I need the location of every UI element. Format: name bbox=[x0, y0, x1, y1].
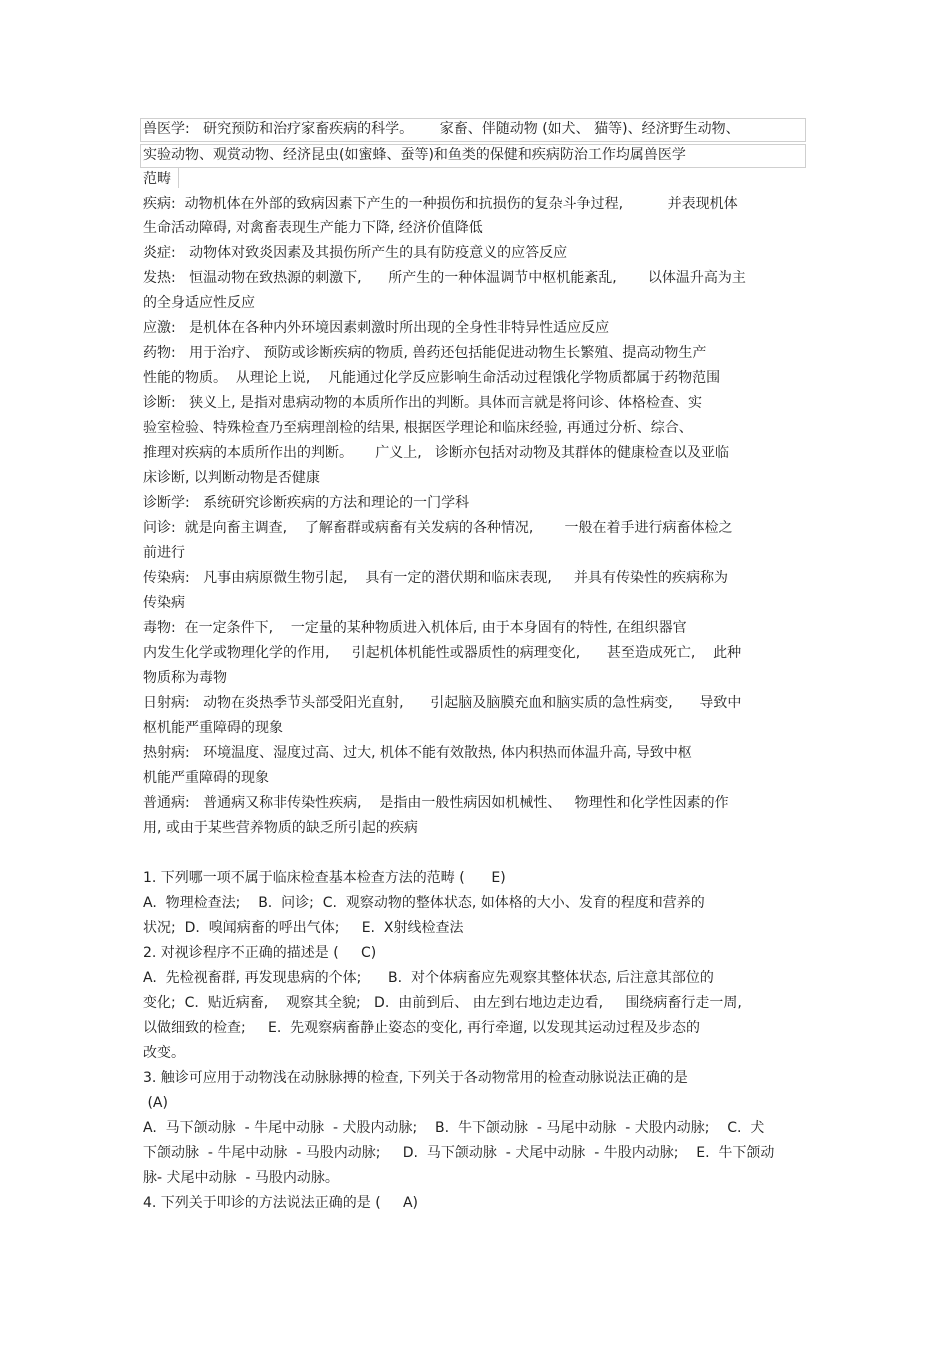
definition-line: 物质称为毒物 bbox=[143, 670, 227, 686]
definition-line: 床诊断, 以判断动物是否健康 bbox=[143, 470, 320, 486]
definition-line: 兽医学: 研究预防和治疗家畜疾病的科学。 家畜、伴随动物 (如犬、 猫等)、经济野生动物、 bbox=[143, 121, 740, 137]
question-line: 4. 下列关于叩诊的方法说法正确的是 ( A) bbox=[143, 1195, 419, 1211]
question-line: 以做细致的检查; E. 先观察病畜静止姿态的变化, 再行牵遛, 以发现其运动过程及步态的 bbox=[143, 1020, 700, 1036]
question-line: 3. 触诊可应用于动物浅在动脉脉搏的检查, 下列关于各动物常用的检查动脉说法正确的是 bbox=[143, 1070, 688, 1086]
question-line: (A) bbox=[143, 1095, 168, 1111]
definition-line: 应激: 是机体在各种内外环境因素刺激时所出现的全身性非特异性适应反应 bbox=[143, 320, 610, 336]
definition-line: 热射病: 环境温度、湿度过高、过大, 机体不能有效散热, 体内积热而体温升高, 导致中枢 bbox=[143, 745, 692, 761]
definition-line: 普通病: 普通病又称非传染性疾病, 是指由一般性病因如机械性、 物理性和化学性因素的作 bbox=[143, 795, 729, 811]
definition-line: 药物: 用于治疗、 预防或诊断疾病的物质, 兽药还包括能促进动物生长繁殖、提高动物生产 bbox=[143, 345, 707, 361]
definition-line: 验室检验、特殊检查乃至病理剖检的结果, 根据医学理论和临床经验, 再通过分析、综合、 bbox=[143, 420, 693, 436]
question-line: 脉- 犬尾中动脉 - 马股内动脉。 bbox=[143, 1170, 339, 1186]
definition-line: 疾病: 动物机体在外部的致病因素下产生的一种损伤和抗损伤的复杂斗争过程, 并表现机体 bbox=[143, 196, 738, 212]
definition-line: 日射病: 动物在炎热季节头部受阳光直射, 引起脑及脑膜充血和脑实质的急性病变, 导致中 bbox=[143, 695, 742, 711]
definition-line: 传染病: 凡事由病原微生物引起, 具有一定的潜伏期和临床表现, 并具有传染性的疾病称为 bbox=[143, 570, 729, 586]
definition-line: 枢机能严重障碍的现象 bbox=[143, 720, 283, 736]
definition-line: 毒物: 在一定条件下, 一定量的某种物质进入机体后, 由于本身固有的特性, 在组织器官 bbox=[143, 620, 687, 636]
definition-line: 诊断学: 系统研究诊断疾病的方法和理论的一门学科 bbox=[143, 495, 470, 511]
question-line: A. 先检视畜群, 再发现患病的个体; B. 对个体病畜应先观察其整体状态, 后注意其部位的 bbox=[143, 970, 714, 986]
question-line: 改变。 bbox=[143, 1045, 185, 1061]
definition-line: 传染病 bbox=[143, 595, 185, 611]
definition-line: 诊断: 狭义上, 是指对患病动物的本质所作出的判断。具体而言就是将问诊、体格检查、实 bbox=[143, 395, 702, 411]
definition-line: 的全身适应性反应 bbox=[143, 295, 255, 311]
definition-line: 内发生化学或物理化学的作用, 引起机体机能性或器质性的病理变化, 甚至造成死亡, 此种 bbox=[143, 645, 742, 661]
question-line: 1. 下列哪一项不属于临床检查基本检查方法的范畴 ( E) bbox=[143, 870, 506, 886]
question-line: A. 物理检查法; B. 问诊; C. 观察动物的整体状态, 如体格的大小、发育的程度和营养的 bbox=[143, 895, 705, 911]
question-line: 2. 对视诊程序不正确的描述是 ( C) bbox=[143, 945, 377, 961]
definition-line: 问诊: 就是向畜主调查, 了解畜群或病畜有关发病的各种情况, 一般在着手进行病畜体检之 bbox=[143, 520, 733, 536]
question-line: 变化; C. 贴近病畜, 观察其全貌; D. 由前到后、 由左到右地边走边看, 围绕病畜行走一周, bbox=[143, 995, 742, 1011]
question-line: 下颌动脉 - 牛尾中动脉 - 马股内动脉; D. 马下颌动脉 - 犬尾中动脉 - 牛股内动脉; E. 牛下颌动 bbox=[143, 1145, 775, 1161]
definition-line: 发热: 恒温动物在致热源的刺激下, 所产生的一种体温调节中枢机能紊乱, 以体温升高为主 bbox=[143, 270, 746, 286]
definition-line: 生命活动障碍, 对禽畜表现生产能力下降, 经济价值降低 bbox=[143, 220, 483, 236]
definition-line: 性能的物质。 从理论上说, 凡能通过化学反应影响生命活动过程饿化学物质都属于药物范围 bbox=[143, 370, 721, 386]
question-line: A. 马下颌动脉 - 牛尾中动脉 - 犬股内动脉; B. 牛下颌动脉 - 马尾中动脉 - 犬股内动脉; C. 犬 bbox=[143, 1120, 765, 1136]
definition-line: 推理对疾病的本质所作出的判断。 广义上, 诊断亦包括对动物及其群体的健康检查以及亚临 bbox=[143, 445, 730, 461]
definition-line: 机能严重障碍的现象 bbox=[143, 770, 269, 786]
definition-line: 实验动物、观赏动物、经济昆虫(如蜜蜂、蚕等)和鱼类的保健和疾病防治工作均属兽医学 bbox=[143, 147, 686, 163]
definition-line: 炎症: 动物体对致炎因素及其损伤所产生的具有防疫意义的应答反应 bbox=[143, 245, 568, 261]
question-line: 状况; D. 嗅闻病畜的呼出气体; E. X射线检查法 bbox=[143, 920, 464, 936]
definition-line: 范畴 bbox=[143, 171, 171, 187]
definition-line: 前进行 bbox=[143, 545, 185, 561]
definition-line: 用, 或由于某些营养物质的缺乏所引起的疾病 bbox=[143, 820, 418, 836]
